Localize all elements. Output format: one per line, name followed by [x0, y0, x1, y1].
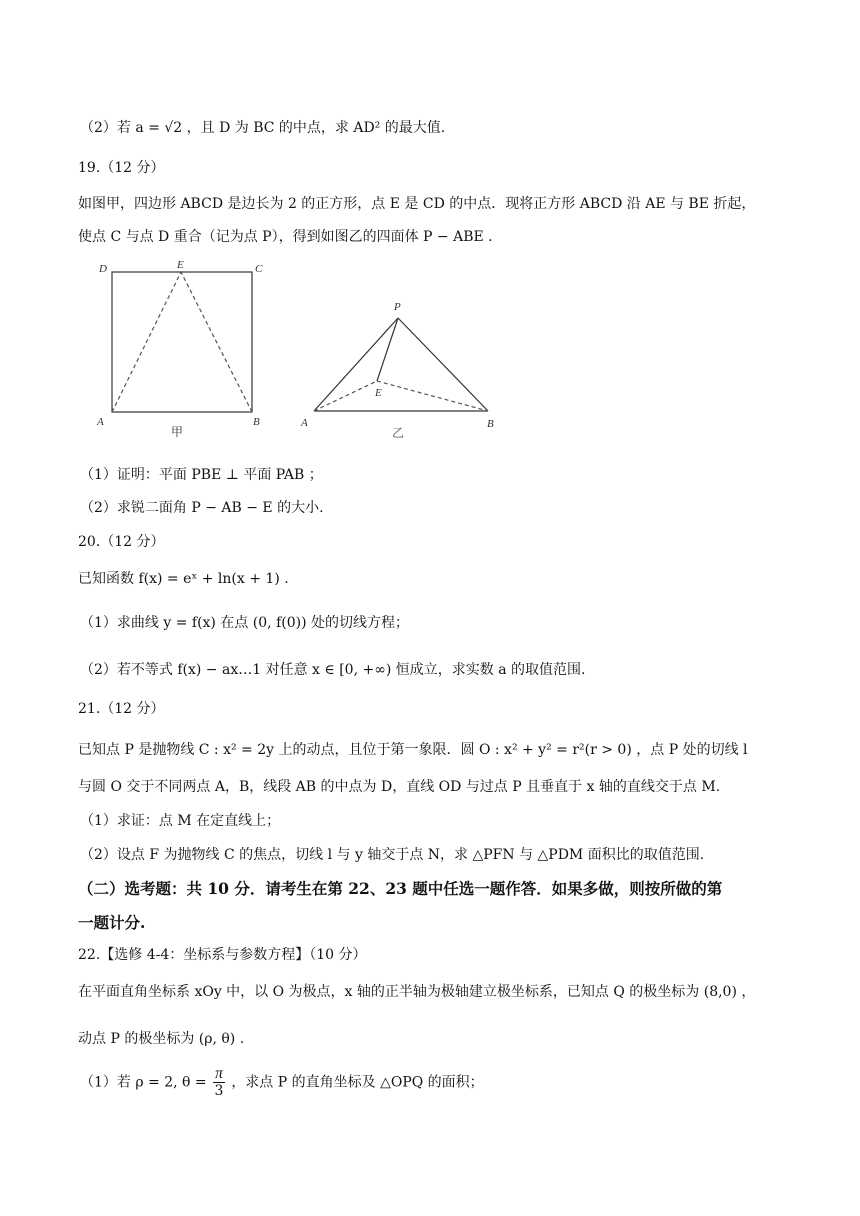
fraction-denominator: 3 [214, 1083, 224, 1099]
q20-heading: 20.（12 分） [78, 534, 165, 550]
elective-section-heading-line1: （二）选考题：共 10 分．请考生在第 22、23 题中任选一题作答．如果多做，则按所做的第 [78, 879, 723, 898]
q22-stem-line2: 动点 P 的极坐标为 (ρ, θ) . [78, 1031, 245, 1047]
label-B: B [487, 418, 494, 430]
pi-over-3-fraction [213, 1066, 225, 1099]
q18-part2: （2）若 a = √2 ，且 D 为 BC 的中点，求 AD² 的最大值. [80, 120, 446, 136]
q19-stem-line2: 使点 C 与点 D 重合（记为点 P），得到如图乙的四面体 P − ABE . [78, 229, 493, 245]
q20-stem: 已知函数 f(x) = eˣ + ln(x + 1) . [78, 571, 289, 587]
caption-yi: 乙 [392, 426, 405, 440]
caption-jia: 甲 [171, 425, 184, 439]
label-D: D [99, 263, 107, 275]
label-P: P [394, 301, 401, 313]
q22-part1 [80, 1066, 484, 1099]
q22-stem-line1: 在平面直角坐标系 xOy 中，以 O 为极点，x 轴的正半轴为极轴建立极坐标系，已知点 Q 的极坐标为 (8,0) ， [78, 984, 756, 1000]
q21-heading: 21.（12 分） [78, 701, 165, 717]
q21-stem-line2: 与圆 O 交于不同两点 A，B，线段 AB 的中点为 D，直线 OD 与过点 P 且垂直于 x 轴的直线交于点 M. [78, 779, 721, 795]
q19-stem-line1: 如图甲，四边形 ABCD 是边长为 2 的正方形，点 E 是 CD 的中点．现将正方形 ABCD 沿 AE 与 BE 折起， [78, 196, 756, 212]
elective-section-heading-line2: 一题计分. [78, 913, 146, 932]
label-C: C [255, 263, 263, 275]
q20-part1: （1）求曲线 y = f(x) 在点 (0, f(0)) 处的切线方程； [80, 615, 409, 631]
q22-part1-suffix: ，求点 P 的直角坐标及 △OPQ 的面积； [231, 1074, 484, 1091]
q22-part1-prefix: （1）若 ρ = 2, θ = [80, 1074, 207, 1091]
q22-heading: 22.【选修 4-4：坐标系与参数方程】（10 分） [78, 947, 367, 963]
q21-part1: （1）求证：点 M 在定直线上； [80, 813, 281, 829]
q19-part2: （2）求锐二面角 P − AB − E 的大小. [80, 500, 324, 516]
figure-jia [95, 258, 275, 440]
q19-part1: （1）证明：平面 PBE ⊥ 平面 PAB ； [80, 467, 323, 483]
label-A: A [97, 416, 104, 428]
q19-heading: 19.（12 分） [78, 160, 165, 176]
q20-part2: （2）若不等式 f(x) − ax…1 对任意 x ∈ [0, +∞) 恒成立，求实数 a 的取值范围. [80, 662, 586, 678]
q21-part2: （2）设点 F 为抛物线 C 的焦点，切线 l 与 y 轴交于点 N，求 △PFN 与 △PDM 面积比的取值范围. [80, 847, 705, 863]
label-E: E [375, 387, 382, 399]
fraction-numerator: π [215, 1065, 223, 1082]
label-E: E [177, 259, 184, 271]
label-B: B [253, 416, 260, 428]
label-A: A [301, 417, 308, 429]
q21-stem-line1: 已知点 P 是抛物线 C : x² = 2y 上的动点，且位于第一象限．圆 O : x² + y² = r²(r > 0) ，点 P 处的切线 l [78, 742, 748, 758]
figure-yi [295, 290, 505, 440]
